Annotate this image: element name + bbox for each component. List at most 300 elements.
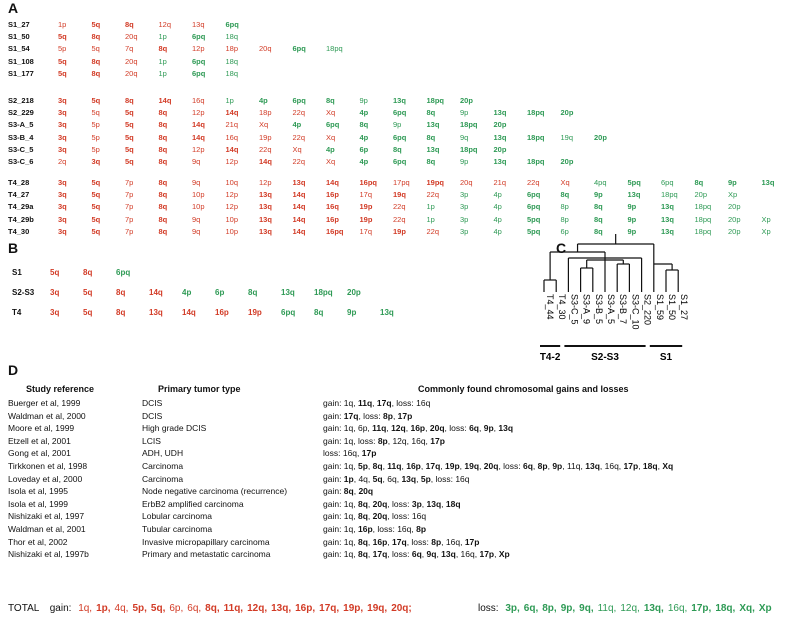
panel-label-a: A	[8, 0, 19, 16]
aberration-token: 10q	[225, 178, 239, 187]
changes-text: , loss: 16q	[391, 398, 431, 408]
aberration-token: 17q	[359, 190, 373, 200]
aberration-token: 8q	[158, 132, 168, 142]
total-label: TOTAL	[8, 603, 39, 614]
aberration-token: 18pq	[314, 288, 333, 297]
sample-label: S3-C_6	[8, 157, 34, 166]
panel-label-d: D	[8, 362, 19, 378]
table-row	[8, 474, 794, 486]
aberration-token: 13q	[426, 144, 440, 154]
aberration-token: 9p	[347, 308, 357, 317]
changes-text: ,	[367, 498, 373, 509]
aberration-token: 20p	[728, 202, 741, 212]
chromosomal-changes	[323, 461, 673, 471]
aberration-token: 12p	[192, 44, 205, 54]
tumor-type: Lobular carcinoma	[142, 511, 212, 522]
aberration-token: 8q	[158, 214, 168, 224]
aberration-token: 8q	[594, 214, 603, 224]
aberration-token: 21q	[225, 120, 239, 130]
group-label: T4	[12, 308, 22, 317]
aberration-token: 3q	[58, 108, 67, 118]
aberration-token: 7q	[125, 44, 134, 54]
changes-text: ,	[401, 461, 407, 471]
chromosome-arm: 17q	[392, 536, 407, 547]
changes-text: gain:	[323, 410, 344, 421]
aberration-token: 8q	[158, 108, 168, 118]
aberration-token: 9q	[192, 226, 201, 236]
aberration-token: 3q	[50, 308, 60, 317]
chromosome-arm: 8q	[372, 461, 383, 471]
chromosome-arm: 13q	[401, 473, 417, 484]
changes-text: , loss: 16q	[430, 473, 470, 484]
total-chromosome-arm: 17q,	[319, 603, 340, 614]
aberration-token: 14q	[192, 132, 205, 142]
changes-text: gain: 1q,	[323, 511, 358, 522]
gain-label: gain:	[49, 603, 72, 614]
aberration-token: 18q	[225, 32, 239, 42]
aberration-token: 5q	[91, 202, 101, 212]
total-chromosome-arm: 19p,	[343, 603, 364, 614]
aberration-token: 8q	[125, 96, 134, 105]
chromosome-arm: 11q	[387, 461, 402, 471]
aberration-token: 3q	[58, 96, 67, 105]
changes-text: , loss:	[444, 423, 470, 434]
table-row	[8, 448, 794, 460]
total-chromosome-arm: 5q,	[150, 603, 166, 614]
aberration-token: 8q	[359, 120, 369, 130]
total-chromosome-arm: 17p,	[691, 603, 712, 614]
aberration-token: 18pq	[527, 157, 545, 166]
aberration-token: 5q	[125, 157, 134, 166]
panel-label-b: B	[8, 240, 19, 256]
aberration-token: 8q	[158, 226, 168, 236]
chromosome-arm: 16p	[357, 524, 373, 534]
aberration-token: 20q	[259, 44, 272, 54]
aberration-token: 3q	[58, 178, 67, 187]
sample-label: T4_30	[8, 226, 30, 236]
aberration-token: 14q	[225, 108, 239, 118]
aberration-token: 1p	[158, 32, 167, 42]
total-chromosome-arm: 1q,	[78, 603, 93, 614]
total-chromosome-arm: 20q;	[391, 603, 412, 614]
tumor-type: Primary and metastatic carcinoma	[142, 549, 271, 560]
aberration-token: 4p	[493, 190, 502, 200]
aberration-token: 7p	[125, 190, 134, 200]
aberration-token: 14q	[225, 144, 239, 154]
chromosome-arm: 18q	[642, 461, 658, 471]
tumor-type: LCIS	[142, 435, 161, 446]
aberration-token: 20p	[347, 288, 361, 297]
changes-text: ,	[493, 423, 499, 434]
aberration-token: 13q	[259, 190, 272, 200]
changes-text: gain:	[323, 473, 344, 484]
dendrogram-leaf-label: S1_59	[654, 294, 665, 321]
dendrogram-leaf-label: S3-A_5	[606, 294, 616, 325]
aberration-token: 9q	[192, 178, 201, 187]
aberration-token: 13q	[493, 132, 507, 142]
changes-text: ,	[416, 473, 421, 484]
aberration-token: 5q	[91, 214, 101, 224]
changes-text: ,	[367, 511, 373, 522]
changes-text: ,	[441, 498, 446, 509]
aberration-token: 1p	[426, 214, 435, 224]
aberration-token: 8q	[158, 157, 168, 166]
aberration-token: 13q	[661, 226, 674, 236]
chromosome-arm: 16p	[406, 461, 421, 471]
chromosome-arm: 8q	[343, 486, 354, 497]
table-row	[8, 511, 794, 523]
aberration-token: 9p	[359, 96, 368, 105]
aberration-token: 19p	[259, 132, 272, 142]
aberration-token: 13q	[259, 214, 272, 224]
chromosome-arm: 17q	[372, 549, 388, 560]
changes-text: ,	[367, 549, 373, 560]
aberration-token: 8p	[560, 214, 569, 224]
aberration-token: 14q	[292, 190, 306, 200]
aberration-token: Xq	[292, 144, 302, 154]
aberration-token: 4p	[493, 226, 502, 236]
aberration-token: 13q	[661, 202, 674, 212]
aberration-token: 16p	[215, 308, 229, 317]
study-reference: Waldman et al, 2001	[8, 524, 86, 534]
sample-label: S2_218	[8, 96, 34, 105]
aberration-token: 19pq	[426, 178, 445, 187]
aberration-token: 12p	[259, 178, 272, 187]
changes-text: ,	[440, 461, 445, 471]
changes-text: ,	[367, 536, 373, 547]
changes-text: ,	[547, 461, 553, 471]
aberration-token: 20p	[728, 226, 741, 236]
aberration-token: 3q	[58, 190, 67, 200]
aberration-token: 5q	[83, 308, 93, 317]
aberration-token: 3p	[460, 202, 469, 212]
total-chromosome-arm: 16p,	[295, 603, 316, 614]
aberration-token: 2q	[58, 157, 67, 166]
chromosome-arm: 8p	[416, 524, 427, 534]
aberration-token: 8q	[426, 132, 436, 142]
aberration-token: 18p	[259, 108, 272, 118]
loss-label: loss:	[478, 603, 499, 614]
chromosome-arm: 13q	[498, 423, 514, 434]
aberration-token: 4p	[493, 202, 502, 212]
changes-text: ,	[421, 498, 427, 509]
changes-text: ,	[372, 398, 377, 408]
group-label: S2-S3	[591, 352, 619, 363]
aberration-token: 5p	[91, 132, 100, 142]
aberration-token: 14q	[149, 288, 163, 297]
sample-label: T4_29b	[8, 214, 34, 224]
tumor-type: Carcinoma	[142, 461, 184, 471]
aberration-token: 6pq	[192, 32, 206, 42]
total-chromosome-arm: 18q,	[715, 603, 736, 614]
total-chromosome-arm: 8q,	[205, 603, 220, 614]
changes-text: , loss:	[387, 549, 412, 560]
aberration-token: 3p	[460, 190, 469, 200]
aberration-token: 14q	[259, 157, 272, 166]
study-reference: Thor et al, 2002	[8, 536, 68, 547]
aberration-token: 9q	[192, 157, 201, 166]
aberration-token: 19q	[560, 132, 574, 142]
changes-text: ,	[405, 423, 411, 434]
aberration-token: 8q	[158, 144, 168, 154]
aberration-token: 8q	[393, 144, 402, 154]
aberration-token: 6pq	[661, 178, 674, 187]
aberration-token: 12q	[158, 20, 172, 29]
study-reference: Isola et al, 1995	[8, 486, 69, 497]
aberration-token: 17q	[359, 226, 373, 236]
aberration-token: 20p	[493, 144, 507, 154]
aberration-token: 8q	[158, 120, 168, 130]
aberration-token: 18pq	[460, 120, 478, 130]
aberration-token: 14q	[192, 120, 205, 130]
aberration-token: 9p	[728, 178, 737, 187]
aberration-token: 18p	[225, 44, 239, 54]
chromosomal-changes	[323, 448, 376, 458]
chromosome-arm: 8q	[357, 549, 368, 560]
total-chromosome-arm: 12q,	[247, 603, 268, 614]
total-chromosome-arm: 6q,	[523, 603, 539, 614]
aberration-token: 6pq	[527, 202, 541, 212]
total-chromosome-arm: 11q,	[597, 603, 617, 614]
aberration-token: 18pq	[326, 44, 343, 54]
aberration-token: 9p	[393, 120, 402, 130]
chromosome-arm: 13q	[585, 461, 600, 471]
tumor-type: High grade DCIS	[142, 423, 207, 434]
aberration-token: 20p	[594, 132, 607, 142]
aberration-token: 5q	[125, 108, 134, 118]
tumor-type: ErbB2 amplified carcinoma	[142, 498, 244, 509]
aberration-token: 5q	[91, 190, 101, 200]
sample-label: S3-A_5	[8, 120, 34, 130]
aberration-token: 6pq	[393, 157, 407, 166]
total-chromosome-arm: 4q,	[114, 603, 129, 614]
aberration-token: 6pq	[326, 120, 340, 130]
sample-label: T4_29a	[8, 202, 34, 212]
dendrogram-leaf-label: S3-C_10	[630, 294, 641, 330]
tumor-type: DCIS	[142, 410, 163, 421]
table-row	[8, 537, 794, 549]
aberration-token: 10p	[225, 226, 239, 236]
chromosome-arm: 6q	[523, 461, 533, 471]
chromosome-arm: 6q	[411, 549, 422, 560]
changes-text: ,	[479, 461, 484, 471]
dendrogram-leaf-label: S3-B_7	[618, 294, 629, 325]
aberration-token: Xq	[259, 120, 269, 130]
aberration-token: 5pq	[627, 178, 641, 187]
aberration-token: 4p	[259, 96, 268, 105]
aberration-token: 9p	[460, 108, 469, 118]
aberration-token: 13q	[661, 214, 674, 224]
changes-text: ,	[532, 461, 538, 471]
dendrogram-leaf-label: S2_220	[642, 294, 653, 326]
chromosome-arm: 1p	[343, 473, 354, 484]
table-row	[8, 411, 794, 423]
study-reference: Buerger et al, 1999	[8, 398, 81, 408]
aberration-token: Xq	[326, 108, 336, 118]
changes-text: , 4q,	[353, 473, 373, 484]
aberration-token: 21q	[493, 178, 507, 187]
chromosome-arm: 17q	[376, 398, 392, 408]
aberration-token: 16p	[326, 190, 339, 200]
changes-text: , 16q,	[599, 461, 624, 471]
study-reference: Moore et al, 1999	[8, 423, 75, 434]
sample-label: S1_54	[8, 44, 30, 54]
aberration-token: 1p	[158, 68, 167, 78]
aberration-token: 19q	[393, 190, 406, 200]
total-chromosome-arm: 1p,	[96, 603, 111, 614]
total-chromosome-arm: 3p,	[505, 603, 520, 614]
aberration-token: 6pq	[116, 268, 131, 277]
aberration-token: 4pq	[594, 178, 607, 187]
chromosomal-changes	[323, 436, 445, 446]
aberration-token: 13q	[192, 20, 205, 29]
aberration-token: 20p	[560, 108, 574, 118]
dendrogram-leaf-label: S1_50	[667, 294, 677, 321]
aberration-token: 13q	[393, 96, 406, 105]
tumor-type: Node negative carcinoma (recurrence)	[142, 486, 288, 497]
chromosome-arm: 17q	[425, 461, 441, 471]
aberration-token: Xp	[761, 214, 771, 224]
chromosome-arm: 13q	[441, 549, 456, 560]
total-chromosome-arm: 16q,	[667, 603, 688, 614]
aberration-token: 16pq	[359, 178, 378, 187]
changes-text: , loss:	[358, 410, 384, 421]
aberration-token: 7p	[125, 226, 134, 236]
aberration-token: 22q	[292, 157, 306, 166]
aberration-token: 20p	[493, 120, 507, 130]
table-row	[8, 486, 794, 498]
aberration-token: 5pq	[527, 214, 541, 224]
header-chromosomal-changes: Commonly found chromosomal gains and losses	[418, 384, 629, 394]
aberration-token: 3q	[58, 214, 67, 224]
aberration-token: 13q	[259, 202, 272, 212]
aberration-token: 19p	[248, 308, 262, 317]
aberration-token: 22q	[393, 202, 406, 212]
aberration-token: 8q	[158, 202, 168, 212]
sample-label: S2_229	[8, 108, 34, 118]
dendrogram-leaf-label: T4_30	[557, 294, 568, 320]
aberration-token: 5pq	[527, 226, 541, 236]
aberration-token: 20p	[694, 190, 708, 200]
aberration-token: 5p	[58, 44, 67, 54]
aberration-token: 6pq	[292, 44, 306, 54]
aberration-token: 6pq	[393, 108, 407, 118]
chromosome-arm: 9p	[483, 423, 494, 434]
aberration-token: 9p	[627, 226, 637, 236]
changes-text: ,	[387, 536, 393, 547]
aberration-token: 6pq	[192, 56, 206, 66]
aberration-token: 22q	[259, 144, 272, 154]
aberration-token: 6pq	[225, 20, 239, 29]
changes-text: ,	[459, 461, 465, 471]
sample-label: S3-C_5	[8, 144, 34, 154]
sample-label: S1_177	[8, 68, 34, 78]
aberration-token: 5q	[125, 144, 134, 154]
aberration-token: 13q	[627, 190, 641, 200]
chromosomal-changes	[323, 511, 426, 521]
chromosomal-changes	[323, 411, 412, 421]
aberration-token: 22q	[426, 190, 440, 200]
chromosome-arm: 17p	[623, 461, 639, 471]
chromosome-arm: 17p	[479, 549, 495, 560]
changes-text: , loss:	[406, 536, 432, 547]
group-label: S1	[12, 268, 22, 277]
chromosome-arm: 13q	[426, 498, 442, 509]
aberration-token: 1p	[225, 96, 234, 105]
chromosome-arm: 16p	[410, 423, 426, 434]
total-chromosome-arm: 5p,	[132, 603, 147, 614]
chromosome-arm: 5p	[357, 461, 368, 471]
group-label: S2-S3	[12, 288, 35, 297]
aberration-token: 14q	[158, 96, 172, 105]
chromosome-arm: 8p	[431, 536, 442, 547]
group-label: T4-2	[539, 352, 561, 363]
panel-label-c: C	[556, 240, 567, 256]
aberration-token: 4p	[359, 132, 369, 142]
aberration-token: 12p	[192, 108, 205, 118]
chromosomal-changes	[323, 499, 461, 509]
table-row	[8, 524, 794, 536]
dendrogram-leaf-label: S3-A_9	[581, 294, 592, 325]
chromosome-arm: 19p	[445, 461, 460, 471]
chromosome-arm: 17p	[361, 448, 377, 459]
chromosome-arm: 6q	[469, 423, 479, 434]
total-chromosome-arm: 13q,	[643, 603, 664, 614]
aberration-token: Xq	[560, 178, 570, 187]
aberration-token: 5q	[125, 120, 134, 130]
aberration-token: 3q	[58, 120, 67, 130]
panel-c-dendrogram	[520, 230, 780, 370]
total-chromosome-arm: Xq,	[739, 603, 755, 614]
chromosome-arm: Xq	[662, 461, 674, 471]
total-chromosome-arm: 12q,	[620, 603, 640, 614]
aberration-token: 8q	[426, 157, 436, 166]
aberration-token: 16p	[326, 214, 339, 224]
table-row	[8, 499, 794, 511]
aberration-token: 8q	[158, 178, 168, 187]
aberration-token: 18q	[225, 68, 239, 78]
aberration-token: 8q	[594, 202, 603, 212]
aberration-token: 13q	[493, 108, 507, 118]
table-row	[8, 436, 794, 448]
chromosome-arm: 8p	[383, 410, 393, 421]
total-chromosome-arm: 13q,	[271, 603, 292, 614]
aberration-token: 4p	[292, 120, 302, 130]
aberration-token: 3q	[50, 288, 60, 297]
aberration-token: 19p	[393, 226, 406, 236]
aberration-token: 6pq	[281, 308, 296, 317]
chromosomal-changes	[323, 423, 513, 433]
chromosome-arm: 8p	[377, 435, 388, 446]
aberration-token: 12p	[225, 157, 239, 166]
aberration-token: 20q	[460, 178, 473, 187]
aberration-token: 18pq	[527, 132, 545, 142]
changes-text: , 16q,	[441, 536, 465, 547]
table-row	[8, 423, 794, 435]
aberration-token: 10p	[192, 190, 205, 200]
study-reference: Loveday et al, 2000	[8, 473, 83, 484]
chromosome-arm: 11q	[372, 423, 387, 434]
changes-text: gain: 1q,	[323, 461, 358, 471]
aberration-token: 19p	[359, 214, 373, 224]
sample-label: S3-B_4	[8, 132, 34, 142]
chromosome-arm: 17p	[464, 536, 480, 547]
total-chromosome-arm: 9q,	[579, 603, 594, 614]
changes-text: , loss:	[498, 461, 523, 471]
aberration-token: 8q	[125, 20, 134, 29]
aberration-token: 8q	[560, 190, 570, 200]
aberration-token: 19p	[359, 202, 373, 212]
